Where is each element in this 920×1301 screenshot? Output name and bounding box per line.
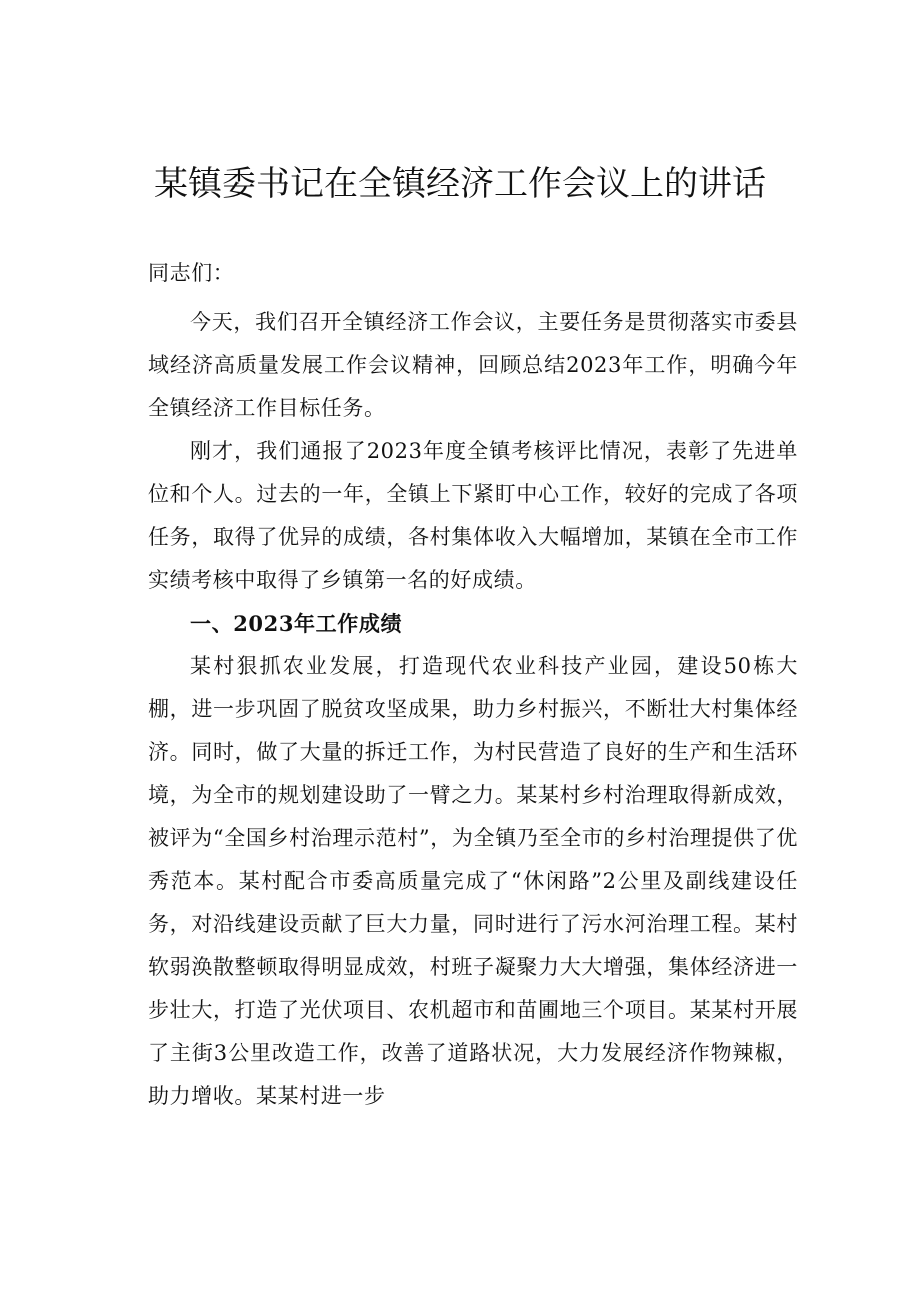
document-body — [148, 252, 798, 1118]
paragraph-opening: 今天，我们召开全镇经济工作会议，主要任务是贯彻落实市委县域经济高质量发展工作会议精神，回顾总结2023年工作，明确今年全镇经济工作目标任务。 — [148, 310, 798, 420]
document-title: 某镇委书记在全镇经济工作会议上的讲话 — [154, 164, 766, 204]
salutation: 同志们： — [148, 261, 235, 285]
paragraph-achievements: 某村狠抓农业发展，打造现代农业科技产业园，建设50栋大棚，进一步巩固了脱贫攻坚成果，助力乡村振兴，不断壮大村集体经济。同时，做了大量的拆迁工作，为村民营造了良好的生产和生活环境，为全市的规划建设助了一臂之力。某某村乡村治理取得新成效，被评为“全国乡村治理示范村”，为全镇乃至全市的乡村治理提供了优秀范本。某村配合市委高质量完成了“休闲路”2公里及副线建设任务，对沿线建设贡献了巨大力量，同时进行了污水河治理工程。某村软弱涣散整顿取得明显成效，村班子凝聚力大大增强，集体经济进一步壮大，打造了光伏项目、农机超市和苗圃地三个项目。某某村开展了主街3公里改造工作，改善了道路状况，大力发展经济作物辣椒，助力增收。某某村进一步 — [148, 654, 798, 1108]
section-heading: 一、2023年工作成绩 — [190, 611, 403, 636]
paragraph-review: 刚才，我们通报了2023年度全镇考核评比情况，表彰了先进单位和个人。过去的一年，全镇上下紧盯中心工作，较好的完成了各项任务，取得了优异的成绩，各村集体收入大幅增加，某镇在全市工作实绩考核中取得了乡镇第一名的好成绩。 — [148, 439, 798, 592]
